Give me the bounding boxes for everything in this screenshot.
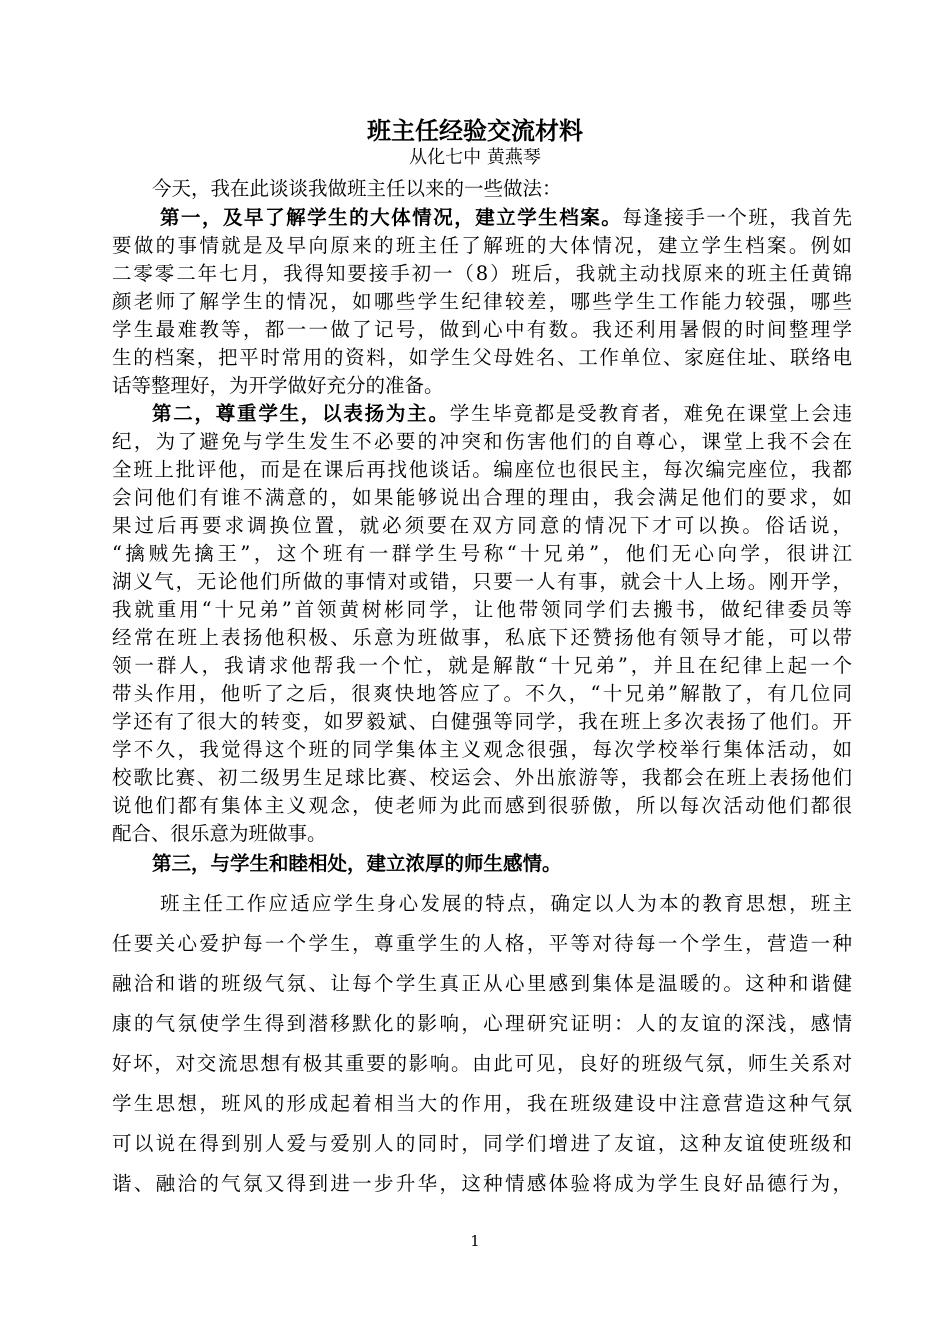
paragraph-line: 湖义气，无论他们所做的事情对或错，只要一人有事，就会十人上场。刚开学， — [112, 570, 852, 593]
paragraph-line: 颜老师了解学生的情况，如哪些学生纪律较差，哪些学生工作能力较强，哪些 — [112, 290, 852, 313]
paragraph-line: 会问他们有谁不满意的，如果能够说出合理的理由，我会满足他们的要求，如 — [112, 486, 852, 509]
paragraph-line: 配合、很乐意为班做事。 — [112, 822, 327, 845]
page-number: 1 — [470, 1232, 480, 1250]
document-title: 班主任经验交流材料 — [367, 116, 583, 145]
intro-paragraph: 今天，我在此谈谈我做班主任以来的一些做法： — [152, 177, 562, 200]
paragraph-line: 带头作用，他听了之后，很爽快地答应了。不久，“十兄弟”解散了，有几位同 — [112, 682, 852, 705]
section-heading: 第三，与学生和睦相处，建立浓厚的师生感情。 — [152, 852, 562, 875]
paragraph-line: 二零零二年七月，我得知要接手初一（8）班后，我就主动找原来的班主任黄锦 — [112, 262, 852, 285]
paragraph-line: 果过后再要求调换位置，就必须要在双方同意的情况下才可以换。俗话说， — [112, 514, 852, 537]
paragraph-line: 学不久，我觉得这个班的同学集体主义观念很强，每次学校举行集体活动，如 — [112, 738, 852, 761]
section-heading: 第一，及早了解学生的大体情况，建立学生档案。 — [160, 206, 623, 229]
paragraph-line: 谐、融洽的气氛又得到进一步升华，这种情感体验将成为学生良好品德行为， — [112, 1172, 852, 1195]
paragraph-text: 每逢接手一个班，我首先 — [622, 206, 852, 229]
paragraph-line — [160, 205, 852, 231]
paragraph-line — [152, 401, 852, 427]
paragraph-line: 学生思想，班风的形成起着相当大的作用，我在班级建设中注意营造这种气氛 — [112, 1092, 852, 1115]
paragraph-line: 学还有了很大的转变，如罗毅斌、白健强等同学，我在班上多次表扬了他们。开 — [112, 710, 852, 733]
paragraph-line: 要做的事情就是及早向原来的班主任了解班的大体情况，建立学生档案。例如 — [112, 234, 852, 257]
paragraph-line: 任要关心爱护每一个学生，尊重学生的人格，平等对待每一个学生，营造一种 — [112, 932, 852, 955]
paragraph-line: 可以说在得到别人爱与爱别人的同时，同学们增进了友谊，这种友谊使班级和 — [112, 1132, 852, 1155]
paragraph-line: 校歌比赛、初二级男生足球比赛、校运会、外出旅游等，我都会在班上表扬他们 — [112, 766, 852, 789]
paragraph-line: 全班上批评他，而是在课后再找他谈话。编座位也很民主，每次编完座位，我都 — [112, 458, 852, 481]
paragraph-line: 我就重用“十兄弟”首领黄树彬同学，让他带领同学们去搬书，做纪律委员等 — [112, 598, 852, 621]
paragraph-line: 说他们都有集体主义观念，使老师为此而感到很骄傲，所以每次活动他们都很 — [112, 794, 852, 817]
paragraph-line: 好坏，对交流思想有极其重要的影响。由此可见，良好的班级气氛，师生关系对 — [112, 1052, 852, 1075]
paragraph-line: 话等整理好，为开学做好充分的准备。 — [112, 374, 444, 397]
section-heading: 第二，尊重学生，以表扬为主。 — [152, 402, 450, 425]
paragraph-line: 经常在班上表扬他积极、乐意为班做事，私底下还赞扬他有领导才能，可以带 — [112, 626, 852, 649]
paragraph-line: 领一群人，我请求他帮我一个忙，就是解散“十兄弟”，并且在纪律上起一个 — [112, 654, 852, 677]
paragraph-line: 康的气氛使学生得到潜移默化的影响，心理研究证明：人的友谊的深浅，感情 — [112, 1012, 852, 1035]
paragraph-text: 学生毕竟都是受教育者，难免在课堂上会违 — [449, 402, 852, 425]
document-author: 从化七中 黄燕琴 — [409, 147, 541, 168]
paragraph-line: “擒贼先擒王”，这个班有一群学生号称“十兄弟”，他们无心向学，很讲江 — [112, 542, 852, 565]
paragraph-line: 生的档案，把平时常用的资料，如学生父母姓名、工作单位、家庭住址、联络电 — [112, 346, 852, 369]
paragraph-line: 融洽和谐的班级气氛、让每个学生真正从心里感到集体是温暖的。这种和谐健 — [112, 972, 852, 995]
paragraph-line: 纪，为了避免与学生发生不必要的冲突和伤害他们的自尊心，课堂上我不会在 — [112, 430, 852, 453]
paragraph-line: 学生最难教等，都一一做了记号，做到心中有数。我还利用暑假的时间整理学 — [112, 318, 852, 341]
paragraph-line: 班主任工作应适应学生身心发展的特点，确定以人为本的教育思想，班主 — [160, 892, 852, 915]
